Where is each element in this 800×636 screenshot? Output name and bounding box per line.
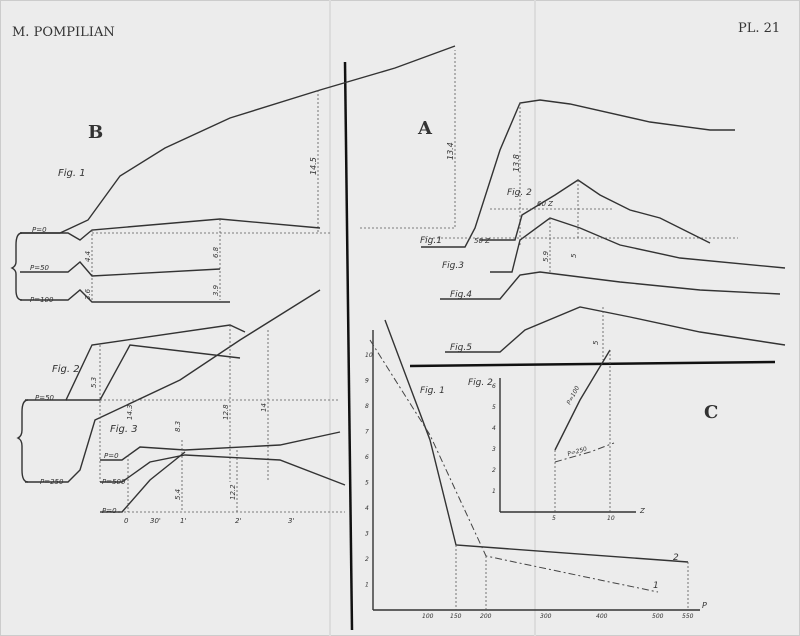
section-b-value: 5.4 bbox=[174, 488, 182, 500]
section-b-value: 3.6 bbox=[84, 288, 92, 300]
section-b-letter: B bbox=[88, 122, 104, 143]
section-b-weight: P=100 bbox=[30, 296, 54, 304]
section-b-weight: P=250 bbox=[40, 478, 64, 486]
fig1-y-tick: 9 bbox=[365, 377, 369, 385]
fig1-y-tick: 3 bbox=[365, 530, 369, 538]
section-a-value: 60 Z bbox=[537, 200, 553, 208]
section-a-value: 5 bbox=[592, 340, 600, 345]
fig1-x-tick: 200 bbox=[480, 613, 492, 620]
section-b-axis-tick: 0 bbox=[124, 517, 129, 525]
section-b-value: 14 bbox=[260, 403, 268, 412]
fig2-y-tick: 5 bbox=[492, 404, 496, 411]
fig2-x-tick: 5 bbox=[552, 515, 556, 522]
section-b-value: 4.4 bbox=[84, 250, 92, 262]
fig1-title: Fig. 1 bbox=[420, 386, 445, 396]
fig1-curve-label: 2 bbox=[673, 553, 679, 563]
fig1-x-tick: 500 bbox=[652, 613, 664, 620]
section-b-axis-tick: 1' bbox=[180, 517, 187, 525]
section-b-weight: P=0 bbox=[104, 452, 119, 460]
fig1-y-tick: 5 bbox=[365, 479, 369, 487]
fig1-x-tick: 150 bbox=[450, 613, 462, 620]
fig1-y-tick: 4 bbox=[365, 505, 369, 512]
fig1-y-tick: 1 bbox=[365, 581, 369, 589]
section-a-value: 5.9 bbox=[542, 250, 550, 262]
fig2-y-tick: 3 bbox=[492, 446, 496, 453]
fig1-x-tick: 100 bbox=[422, 613, 434, 620]
section-b-fig3-label: Fig. 3 bbox=[110, 424, 138, 435]
section-b-fig2-label: Fig. 2 bbox=[52, 364, 80, 375]
fig1-x-tick: 300 bbox=[540, 613, 552, 620]
section-b-weight: P=0 bbox=[102, 507, 117, 515]
plate-number: PL. 21 bbox=[738, 21, 781, 36]
fig2-y-tick: 4 bbox=[492, 425, 496, 432]
section-a-value: 13.8 bbox=[512, 154, 521, 172]
author-label: M. POMPILIAN bbox=[12, 25, 115, 40]
fig2-y-tick: 1 bbox=[492, 488, 496, 495]
section-b-value: 12.2 bbox=[229, 484, 237, 500]
section-b-axis-tick: 2' bbox=[235, 517, 242, 525]
fig1-curve-label: 1 bbox=[653, 581, 659, 591]
section-b-axis-tick: 3' bbox=[288, 517, 295, 525]
section-a-fig2-label: Fig. 2 bbox=[507, 188, 532, 198]
section-a-fig5-label: Fig.5 bbox=[450, 343, 472, 353]
fig1-y-tick: 8 bbox=[365, 403, 369, 410]
fig2-line-label: P=100 bbox=[565, 384, 582, 406]
fig2-line-label: P=250 bbox=[566, 445, 588, 458]
section-b-value: 12.8 bbox=[222, 404, 230, 420]
section-b-weight: P=500 bbox=[102, 478, 126, 486]
section-a-fig1-label: Fig.1 bbox=[420, 236, 442, 246]
section-a-value: 5 bbox=[570, 253, 578, 258]
fig1-y-tick: 7 bbox=[365, 428, 369, 436]
fig2-y-tick: 2 bbox=[492, 467, 496, 474]
fig1-y-tick: 6 bbox=[365, 454, 369, 461]
fig2-title: Fig. 2 bbox=[468, 378, 493, 388]
section-a-fig4-label: Fig.4 bbox=[450, 290, 472, 300]
section-b-weight: P=50 bbox=[35, 394, 54, 402]
fig2-x-tick: 10 bbox=[607, 515, 615, 522]
section-b-value: 3.9 bbox=[212, 284, 220, 296]
section-a-fig3-label: Fig.3 bbox=[442, 261, 464, 271]
fig1-x-tick: 550 bbox=[682, 613, 694, 620]
fig1-y-tick: 10 bbox=[365, 352, 373, 359]
section-b-value: 14.3 bbox=[126, 404, 134, 420]
section-b-value: 14.5 bbox=[309, 157, 318, 175]
section-b-weight: P=0 bbox=[32, 226, 47, 234]
section-b-axis-tick: 30' bbox=[150, 517, 161, 525]
section-b-value: 5.3 bbox=[90, 376, 98, 388]
fig1-x-tick: 400 bbox=[596, 613, 608, 620]
section-a-value: 13.4 bbox=[446, 142, 455, 160]
section-b-weight: P=50 bbox=[30, 264, 49, 272]
section-b-fig1-label: Fig. 1 bbox=[58, 168, 86, 179]
section-a-letter: A bbox=[418, 118, 432, 139]
section-b-value: 8.3 bbox=[174, 420, 182, 432]
fig1-y-tick: 2 bbox=[365, 556, 369, 563]
fig2-x-label: Z bbox=[640, 507, 645, 515]
fig1-x-label: P bbox=[702, 601, 707, 610]
section-b-value: 6.8 bbox=[212, 246, 220, 258]
section-c-letter: C bbox=[704, 402, 719, 423]
section-a-value: 50 Z bbox=[474, 237, 490, 245]
fig2-y-tick: 6 bbox=[492, 383, 496, 390]
